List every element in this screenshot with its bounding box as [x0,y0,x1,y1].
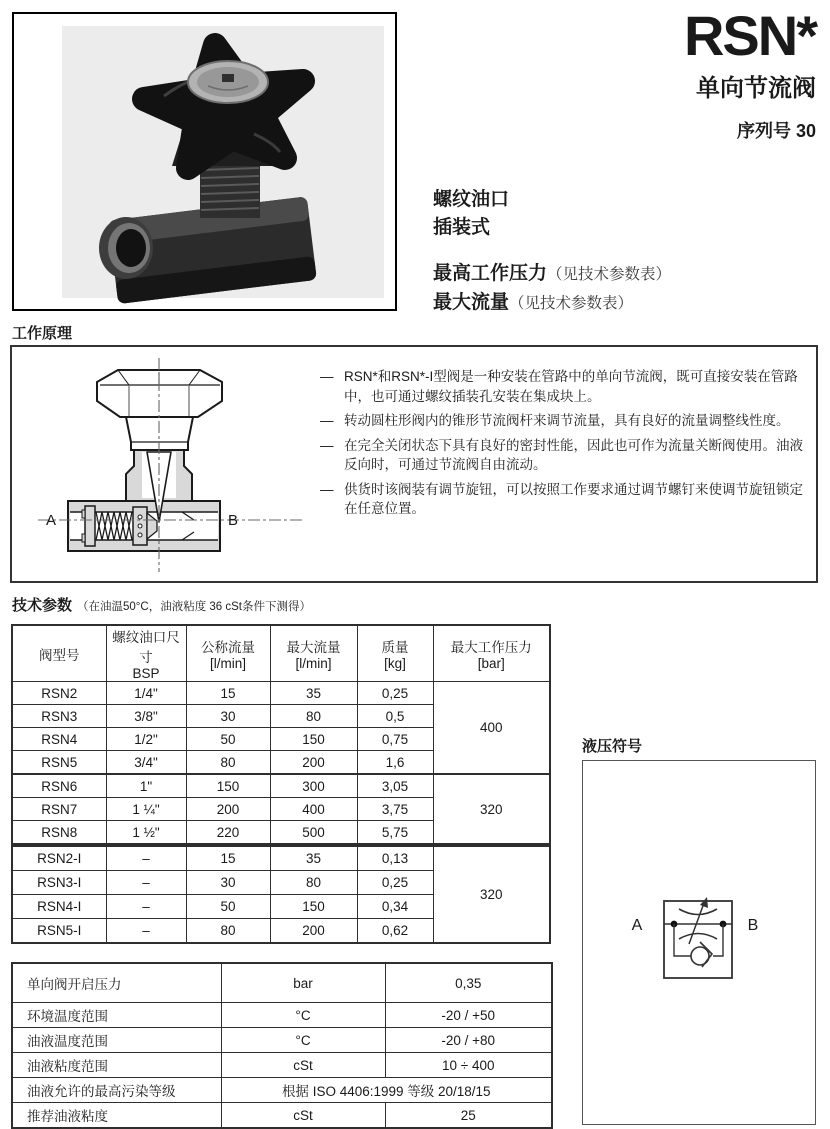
table-row: 油液温度范围 °C -20 / +80 [12,1028,552,1053]
masthead [683,4,816,143]
col-header: 螺纹油口尺寸 BSP [106,625,186,682]
product-photo [14,14,395,309]
table-row: RSN3 3/8" 30 80 0,5 [12,705,550,728]
symbol-port-a-label: A [631,917,643,934]
col-header: 最大工作压力 [bar] [433,625,550,682]
table-row: 油液粘度范围 cSt 10 ÷ 400 [12,1053,552,1078]
operating-table [11,962,553,1129]
series-number: 序列号 30 [736,121,816,141]
table-row: RSN5-I – 80 200 0,62 [12,919,550,944]
model-subtitle: 单向节流阀 [696,75,816,102]
pressure-span-cell: 320 [433,846,550,943]
working-principle-title: 工作原理 [12,325,73,342]
tech-params-title: 技术参数 [12,597,73,614]
valve-cross-section [30,354,310,576]
tech-params-heading [12,594,311,615]
mount-style-label: 插装式 [433,217,491,238]
max-pressure-spec [433,260,671,289]
principle-bullet: — RSN*和RSN*-I型阀是一种安装在管路中的单向节流阀，既可直接安装在管路中，也可通过螺纹插装孔安装在集成块上。 [320,367,816,406]
table-row: RSN4-I – 50 150 0,34 [12,895,550,919]
model-title: RSN* [683,4,816,67]
table-row: RSN5 3/4" 80 200 1,6 [12,751,550,775]
col-header: 公称流量 [l/min] [186,625,270,682]
max-flow-spec [433,289,671,318]
table-header-row [12,625,550,682]
working-principle-box [10,345,818,583]
intro-specs [433,260,671,318]
col-header: 最大流量 [l/min] [270,625,357,682]
max-pressure-note: （见技术参数表） [547,266,672,283]
principle-bullet: — 供货时该阀装有调节旋钮，可以按照工作要求通过调节螺钉来使调节旋钮锁定在任意位置。 [320,480,816,519]
tech-params-table-cartridge [11,845,551,944]
max-pressure-label: 最高工作压力 [433,263,548,284]
max-flow-label: 最大流量 [433,292,510,313]
table-row: RSN6 1" 150 300 3,05 320 [12,774,550,798]
bullet-dash: — [320,437,334,453]
principle-bullet: — 转动圆柱形阀内的锥形节流阀杆来调节流量，具有良好的流量调整线性度。 [320,411,816,431]
max-flow-note: （见技术参数表） [509,295,634,312]
table-row: RSN2-I – 15 35 0,13 320 [12,846,550,871]
bullet-dash: — [320,413,334,428]
table-row: RSN3-I – 30 80 0,25 [12,871,550,895]
table-row: RSN7 1 ¼" 200 400 3,75 [12,798,550,821]
table-row: 环境温度范围 °C -20 / +50 [12,1003,552,1028]
bullet-dash: — [320,369,334,384]
hydraulic-symbol-title: 液压符号 [582,738,643,755]
hydraulic-symbol-box [582,760,816,1125]
port-b-label: B [228,512,239,529]
col-header: 质量 [kg] [357,625,433,682]
bullet-dash: — [320,481,334,497]
table-row: 单向阀开启压力 bar 0,35 [12,963,552,1003]
port-a-label: A [46,512,57,529]
pressure-span-cell: 400 [433,682,550,775]
pressure-span-cell: 320 [433,774,550,844]
working-principle-bullets [320,367,816,524]
table-row: 油液允许的最高污染等级 根据 ISO 4406:1999 等级 20/18/15 [12,1078,552,1103]
table-row: RSN4 1/2" 50 150 0,75 [12,728,550,751]
hydraulic-symbol-drawing [583,761,815,1124]
port-style-label: 螺纹油口 [433,189,510,210]
intro-features [433,186,671,318]
principle-bullet: — 在完全关闭状态下具有良好的密封性能，因此也可作为流量关断阀使用。油液反向时，可通过节流阀自由流动。 [320,436,816,475]
symbol-port-b-label: B [747,917,759,934]
table-row: RSN2 1/4" 15 35 0,25 400 [12,682,550,705]
product-photo-frame [12,12,397,311]
table-row: 推荐油液粘度 cSt 25 [12,1103,552,1129]
tech-params-table [11,624,551,845]
table-row: RSN8 1 ½" 220 500 5,75 [12,821,550,845]
col-header: 阀型号 [12,625,106,682]
tech-params-note: （在油温50°C，油液粘度 36 cSt条件下测得） [77,601,312,613]
